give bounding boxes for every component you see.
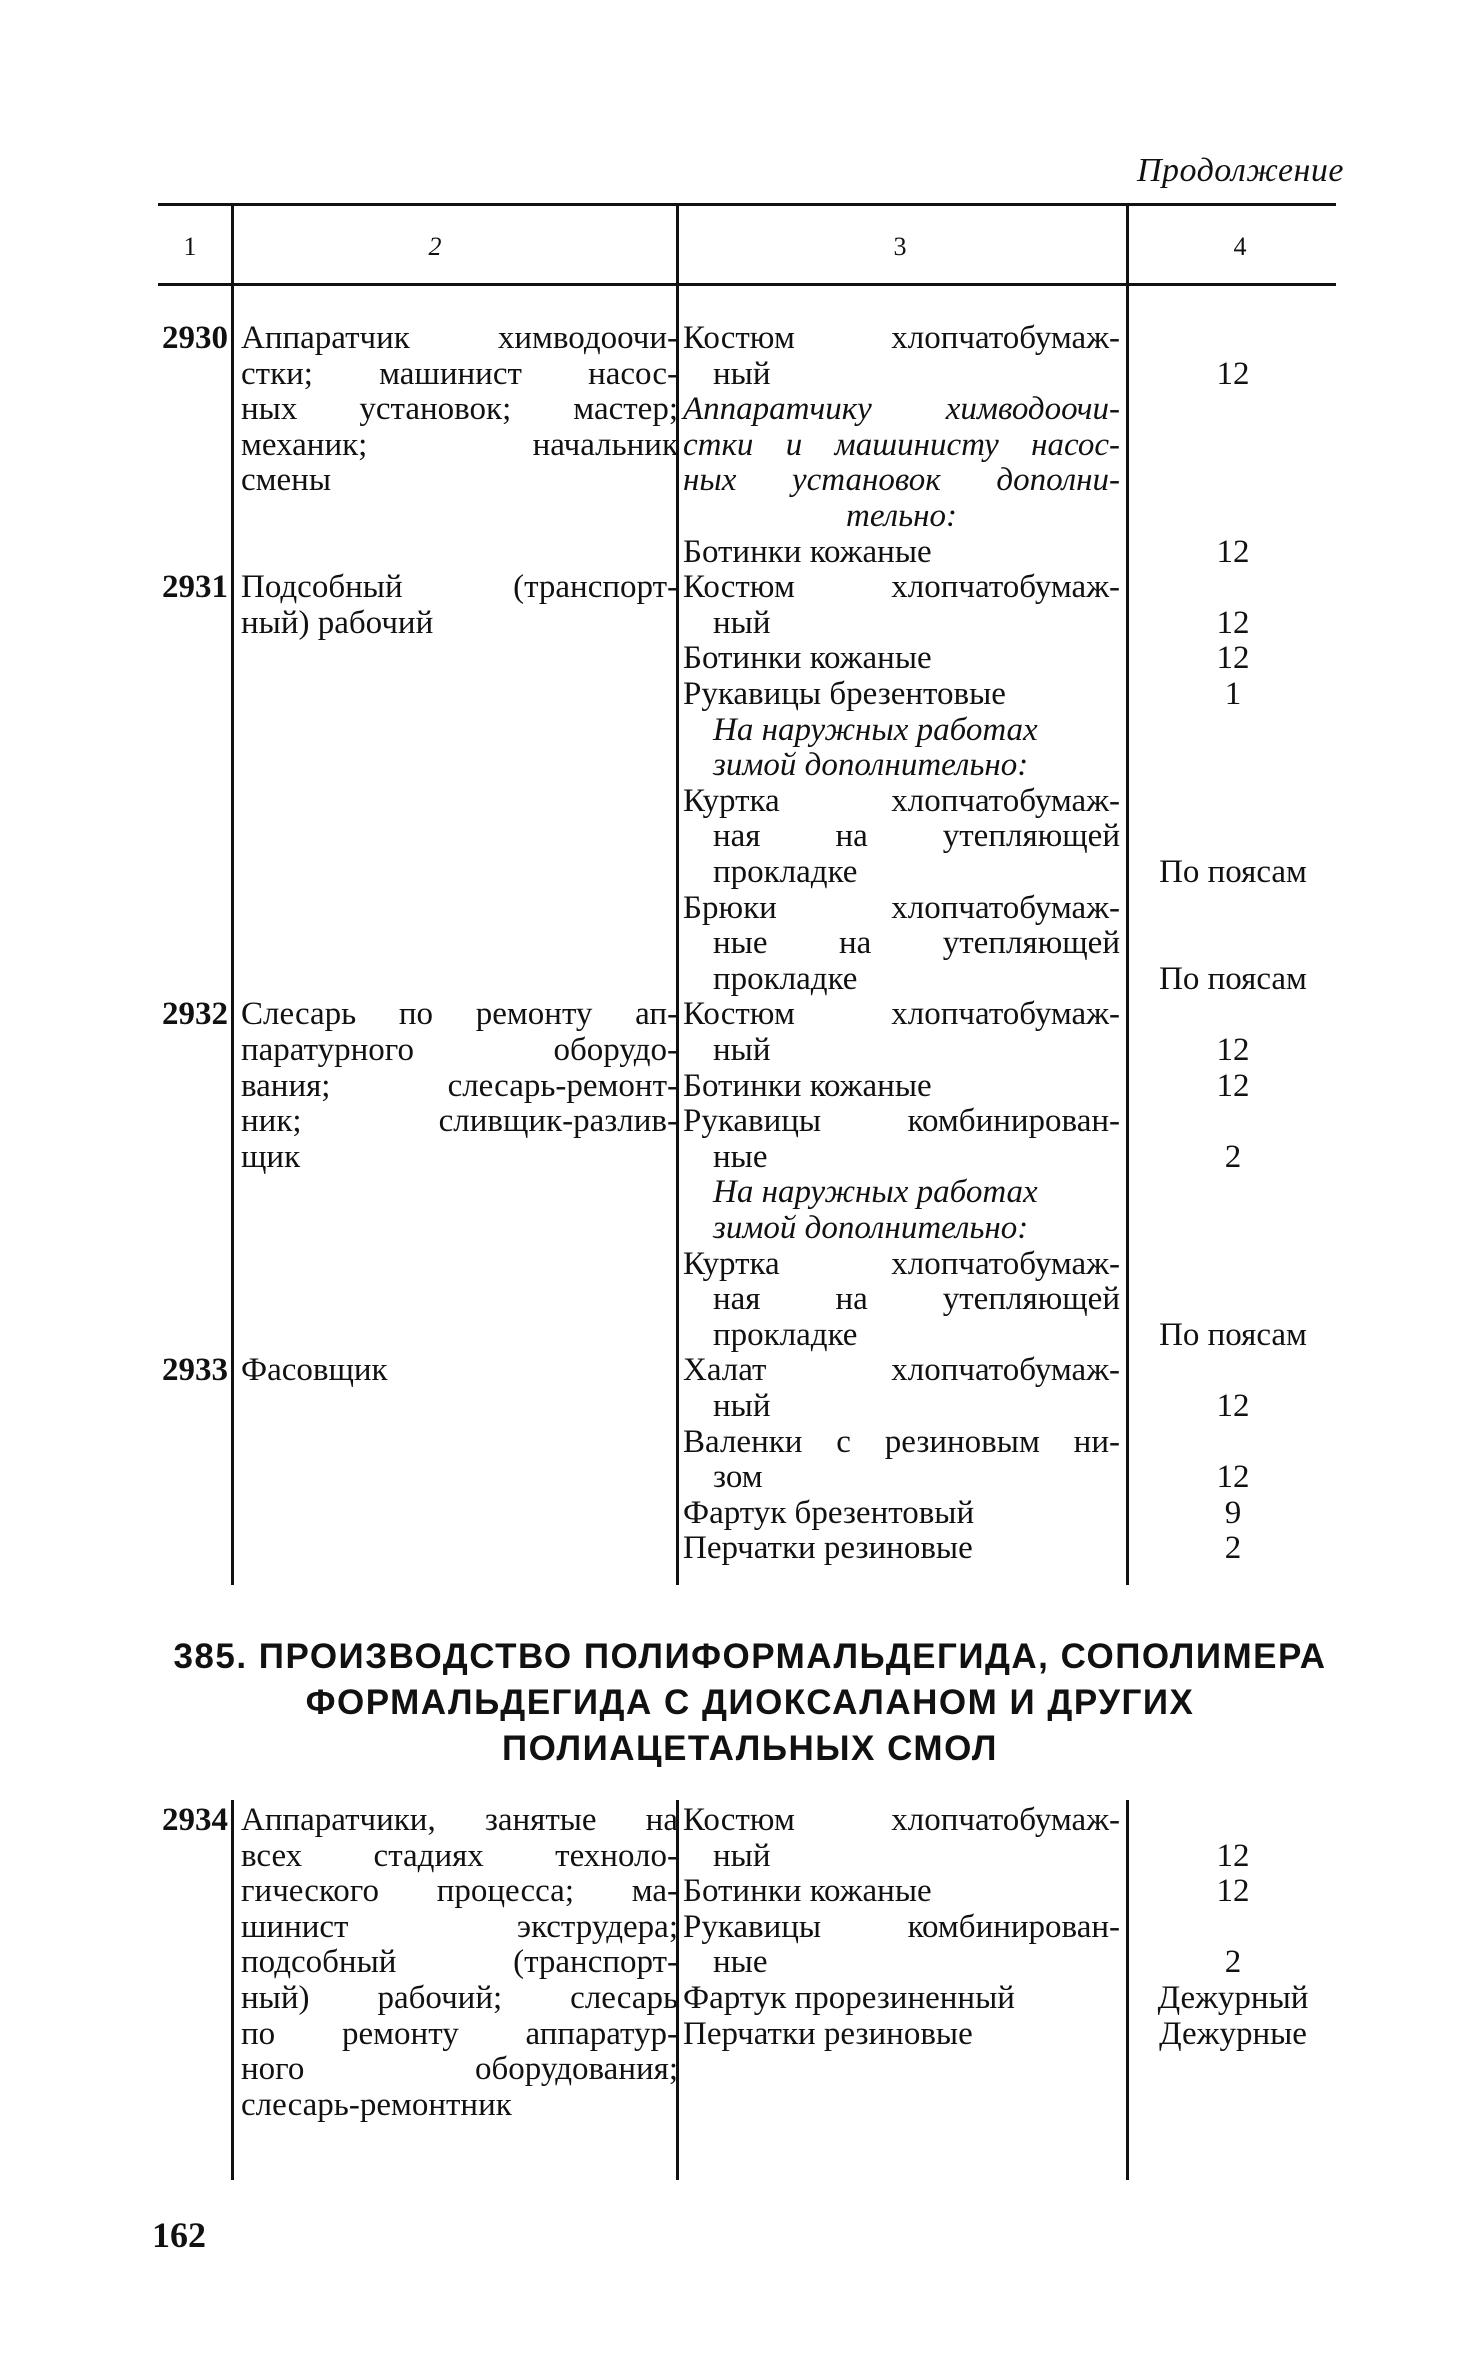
clothing-item: Костюм хлопчатобумаж-: [683, 320, 1120, 356]
profession-line: Подсобный (транспорт-: [241, 569, 678, 606]
page-number: 162: [152, 2215, 206, 2255]
wear-period: Дежурный: [1157, 1980, 1309, 2016]
row-number: 2933: [162, 1352, 228, 1389]
profession-line: стки; машинист насос-: [241, 355, 678, 392]
clothing-item: Валенки с резиновым ни-: [683, 1423, 1120, 1460]
col-divider-1: [231, 205, 234, 1585]
clothing-item: Аппаратчику химводоочи-: [683, 391, 1120, 428]
clothing-item: Ботинки кожаные: [683, 533, 932, 570]
col-header-2: 2: [428, 232, 442, 261]
clothing-item: Куртка хлопчатобумаж-: [683, 1245, 1120, 1282]
wear-period: 12: [1216, 604, 1250, 641]
col-header-1: 1: [183, 232, 197, 261]
profession-line: слесарь-ремонтник: [241, 2086, 512, 2123]
profession-line: смены: [241, 462, 332, 499]
row-number: 2930: [162, 320, 228, 356]
clothing-item: ный: [713, 1388, 771, 1424]
wear-period: 2: [1224, 1944, 1242, 1981]
clothing-item: зимой дополнительно:: [713, 1210, 1029, 1246]
clothing-item: ные: [713, 1138, 768, 1175]
profession-line: гического процесса; ма-: [241, 1873, 678, 1910]
wear-period: 2: [1224, 1138, 1242, 1175]
clothing-item: Перчатки резиновые: [683, 2015, 973, 2052]
clothing-item: ный: [713, 1837, 771, 1874]
wear-period: 12: [1216, 355, 1250, 392]
clothing-item: Костюм хлопчатобумаж-: [683, 1802, 1120, 1838]
table-header-rule: [158, 283, 1336, 286]
wear-period: По поясам: [1159, 1316, 1307, 1353]
clothing-item: прокладке: [713, 854, 858, 890]
clothing-item: зом: [713, 1459, 763, 1496]
profession-line: паратурного оборудо-: [241, 1032, 678, 1068]
clothing-item: Ботинки кожаные: [683, 1873, 932, 1910]
profession-line: ных установок; мастер;: [241, 391, 678, 428]
profession-line: подсобный (транспорт-: [241, 1944, 678, 1981]
profession-line: Слесарь по ремонту ап-: [241, 996, 678, 1033]
row-number: 2934: [162, 1802, 228, 1838]
section-title-line-2: ФОРМАЛЬДЕГИДА С ДИОКСАЛАНОМ И ДРУГИХ: [305, 1683, 1195, 1722]
clothing-item: На наружных работах: [713, 711, 1038, 748]
col-divider-3: [1126, 205, 1129, 1585]
col-header-4: 4: [1233, 232, 1247, 261]
wear-period: 12: [1216, 1067, 1250, 1104]
clothing-item: прокладке: [713, 1316, 858, 1353]
col-divider-1b: [231, 1800, 234, 2180]
wear-period: 12: [1216, 533, 1250, 570]
clothing-item: Рукавицы комбинирован-: [683, 1103, 1120, 1140]
clothing-item: ные на утепляющей: [713, 925, 1120, 962]
wear-period: 2: [1224, 1530, 1242, 1567]
clothing-item: Костюм хлопчатобумаж-: [683, 569, 1120, 606]
clothing-item: Халат хлопчатобумаж-: [683, 1352, 1120, 1389]
profession-line: по ремонту аппаратур-: [241, 2015, 678, 2052]
clothing-item: Рукавицы брезентовые: [683, 676, 1006, 712]
wear-period: 12: [1216, 1459, 1250, 1496]
clothing-item: Костюм хлопчатобумаж-: [683, 996, 1120, 1033]
clothing-item: ный: [713, 355, 771, 392]
wear-period: 12: [1216, 640, 1250, 677]
clothing-item: Фартук брезентовый: [683, 1494, 975, 1531]
clothing-item: На наружных работах: [713, 1174, 1038, 1211]
wear-period: 12: [1216, 1873, 1250, 1910]
row-number: 2931: [162, 569, 228, 606]
col-header-3: 3: [893, 232, 907, 261]
profession-line: механик; начальник: [241, 426, 678, 463]
profession-line: Аппаратчик химводоочи-: [241, 320, 678, 356]
profession-line: Аппаратчики, занятые на: [241, 1802, 678, 1838]
profession-line: ный) рабочий: [241, 604, 434, 641]
profession-line: щик: [241, 1138, 301, 1175]
section-title-line-3: ПОЛИАЦЕТАЛЬНЫХ СМОЛ: [502, 1729, 998, 1768]
clothing-item: Ботинки кожаные: [683, 640, 932, 677]
section-title-line-1: 385. ПРОИЗВОДСТВО ПОЛИФОРМАЛЬДЕГИДА, СОПОЛИМЕРА: [173, 1637, 1327, 1676]
row-number: 2932: [162, 996, 228, 1033]
wear-period: Дежурные: [1159, 2015, 1307, 2052]
clothing-item: Фартук прорезиненный: [683, 1980, 1015, 2016]
clothing-item: ная на утепляющей: [713, 1281, 1120, 1318]
clothing-item: ных установок дополни-: [683, 462, 1120, 499]
wear-period: 12: [1216, 1388, 1250, 1424]
wear-period: 1: [1224, 676, 1242, 712]
profession-line: шинист экструдера;: [241, 1908, 678, 1945]
profession-line: Фасовщик: [241, 1352, 388, 1389]
profession-line: ный) рабочий; слесарь: [241, 1980, 678, 2016]
clothing-item: зимой дополнительно:: [713, 747, 1029, 784]
clothing-item: Брюки хлопчатобумаж-: [683, 889, 1120, 926]
clothing-item: ная на утепляющей: [713, 818, 1120, 855]
clothing-item: Перчатки резиновые: [683, 1530, 973, 1567]
continuation-label: Продолжение: [1136, 152, 1344, 189]
clothing-item: тельно:: [846, 498, 957, 534]
table-top-rule: [158, 203, 1336, 206]
clothing-item: Рукавицы комбинирован-: [683, 1908, 1120, 1945]
clothing-item: ный: [713, 1032, 771, 1068]
wear-period: По поясам: [1159, 854, 1307, 890]
wear-period: 12: [1216, 1032, 1250, 1068]
wear-period: 9: [1224, 1494, 1242, 1531]
clothing-item: ный: [713, 604, 771, 641]
profession-line: всех стадиях техноло-: [241, 1837, 678, 1874]
wear-period: 12: [1216, 1837, 1250, 1874]
profession-line: вания; слесарь-ремонт-: [241, 1067, 678, 1104]
profession-line: ного оборудования;: [241, 2051, 678, 2088]
clothing-item: Ботинки кожаные: [683, 1067, 932, 1104]
clothing-item: стки и машинисту насос-: [683, 426, 1120, 463]
clothing-item: Куртка хлопчатобумаж-: [683, 782, 1120, 819]
clothing-item: ные: [713, 1944, 768, 1981]
profession-line: ник; сливщик-разлив-: [241, 1103, 678, 1140]
wear-period: По поясам: [1159, 960, 1307, 997]
clothing-item: прокладке: [713, 960, 858, 997]
